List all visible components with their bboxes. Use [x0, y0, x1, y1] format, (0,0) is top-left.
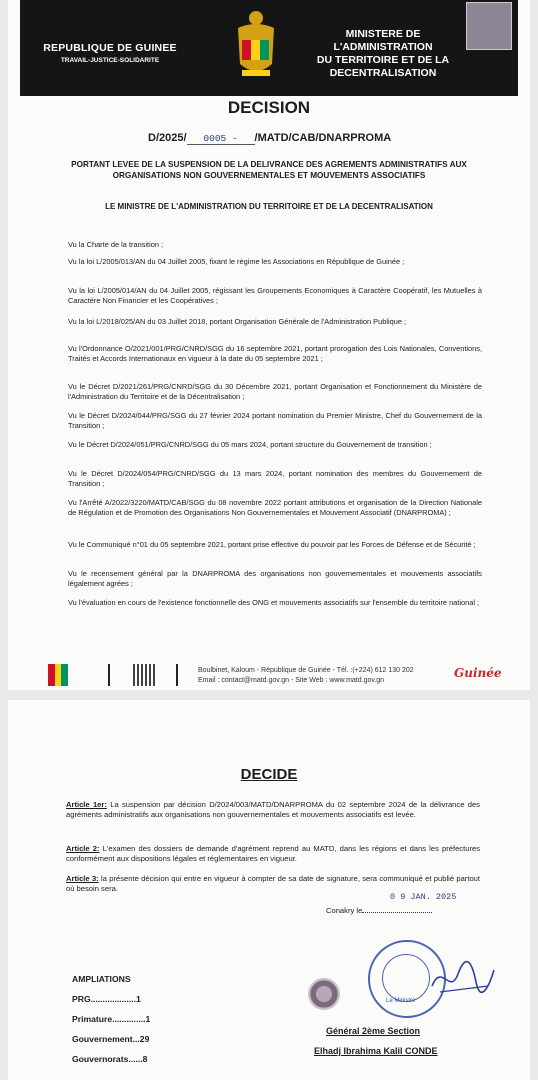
article-1	[66, 800, 480, 820]
ministry-line-2: DU TERRITOIRE ET DE LA	[316, 54, 450, 66]
article-text: la présente décision qui entre en vigueur à compter de sa date de signature, sera communiqué et publié partout où besoin sera.	[66, 874, 480, 893]
signing-place-date	[326, 892, 457, 915]
article-text: L'examen des dossiers de demande d'agrément reprend au MATD, dans les régions et dans les préfectures conformément aux dispositions légales et réglementaires en vigueur.	[66, 844, 480, 863]
decision-page-2	[8, 700, 530, 1080]
visa-item: Vu le Décret D/2021/261/PRG/CNRD/SGG du 30 Décembre 2021, portant Organisation et Fonctionnement du Ministère de l'Administration du Territoire et de la Décentralisation ;	[68, 382, 482, 401]
footer-address	[198, 666, 414, 686]
visa-item: Vu l'Ordonnance O/2021/001/PRG/CNRD/SGG du 16 septembre 2021, portant prorogation des Lois Nationales, Conventions, Traités et Accords Internationaux en vigueur à la date du 05 septembre 2021 ;	[68, 344, 482, 363]
visa-item: Vu le Décret D/2024/051/PRG/CNRD/SGG du 05 mars 2024, portant structure du Gouvernement de transition ;	[68, 440, 432, 449]
visa-item: Vu le Décret D/2024/054/PRG/CNRD/SGG du 13 mars 2024, portant nomination des membres du Gouvernement de Transition ;	[68, 469, 482, 488]
letterhead	[20, 0, 518, 96]
ministry-line-1: MINISTERE DE L'ADMINISTRATION	[333, 28, 433, 53]
visa-item: Vu la loi L/2005/014/AN du 04 Juillet 2005, régissant les Groupements Economiques à Caractère Coopératif, les Mutuelles à Caractère Non Financier et les Coopératives ;	[68, 286, 482, 305]
article-label: Article 1er:	[66, 800, 107, 809]
visa-item: Vu la loi L/2005/013/AN du 04 Juillet 2005, fixant le régime les Associations en République de Guinée ;	[68, 257, 405, 266]
divider	[176, 664, 178, 686]
contact-line: Email : contact@matd.gov.gn - Site Web : www.matd.gov.gn	[198, 677, 385, 684]
decide-heading: DECIDE	[240, 766, 298, 783]
reference-suffix: /MATD/CAB/DNARPROMA	[254, 132, 392, 144]
reference-prefix: D/2025/	[148, 132, 187, 144]
decision-reference	[148, 132, 391, 145]
address-line: Boulbinet, Kaloum - République de Guinée - Tél. :(+224) 612 130 202	[198, 667, 414, 674]
reference-number: 0005 -	[187, 133, 255, 145]
qr-code-icon	[133, 664, 155, 686]
republic-title: REPUBLIQUE DE GUINEE	[43, 42, 177, 54]
visa-item: Vu la loi L/2018/025/AN du 03 Juillet 2018, portant Organisation Générale de l'Administration Publique ;	[68, 317, 407, 326]
visa-item: Vu l'évaluation en cours de l'existence fonctionnelle des ONG et mouvements associatifs sur l'ensemble du territoire national ;	[68, 598, 480, 607]
decision-subject: PORTANT LEVEE DE LA SUSPENSION DE LA DELIVRANCE DES AGREMENTS ADMINISTRATIFS AUX ORGANISATIONS NON GOUVERNEMENTALES ET MOUVEMENTS ASSOCIATIFS	[71, 160, 467, 180]
guinea-coat-of-arms-icon	[228, 6, 284, 86]
republic-motto: TRAVAIL-JUSTICE-SOLIDARITE	[60, 57, 160, 64]
visa-item: Vu l'Arrêté A/2022/3220/MATD/CAB/SGG du 08 novembre 2022 portant attributions et organisation de la Direction Nationale de Régulation et de Promotion des Organisations Non Gouvernementales et Mouvement Associatif (DNARPROMA) ;	[68, 498, 482, 517]
ampliation-item: Gouvernement...29	[72, 1034, 150, 1044]
round-stamp-icon	[308, 978, 340, 1010]
ministry-line-3: DECENTRALISATION	[329, 67, 437, 79]
visa-item: Vu la Charte de la transition ;	[68, 240, 164, 249]
visa-item: Vu le recensement général par la DNARPROMA des organisations non gouvernementales et mouvements associatifs légalement agrées ;	[68, 569, 482, 588]
article-2	[66, 844, 480, 864]
ampliation-item: PRG...................1	[72, 994, 141, 1004]
decision-page-1	[8, 0, 530, 690]
article-text: La suspension par décision D/2024/003/MATD/DNARPROMA du 02 septembre 2024 de la délivrance des agréments administratifs aux organisations non gouvernementales et mouvements associatifs est levée.	[66, 800, 480, 819]
ampliation-item: Gouvernorats......8	[72, 1054, 148, 1064]
article-3	[66, 874, 480, 894]
visa-item: Vu le Décret D/2024/044/PRG/SGG du 27 février 2024 portant nomination du Premier Ministre, Chef du Gouvernement de la Transition ;	[68, 411, 482, 430]
seal-label: Le Ministre	[386, 998, 416, 1004]
republic-block	[40, 42, 180, 64]
ampliations-title: AMPLIATIONS	[72, 974, 131, 984]
minister-title: LE MINISTRE DE L'ADMINISTRATION DU TERRITOIRE ET DE LA DECENTRALISATION	[105, 202, 433, 211]
ampliation-item: Primature..............1	[72, 1014, 151, 1024]
signatory-name: Elhadj Ibrahima Kalil CONDE	[314, 1046, 438, 1056]
handwritten-signature-icon	[428, 956, 498, 1004]
ministry-block	[308, 28, 458, 80]
article-label: Article 2:	[66, 844, 100, 853]
visa-item: Vu le Communiqué n°01 du 05 septembre 2021, portant prise effective du pouvoir par les Forces de Défense et de Sécurité ;	[68, 540, 476, 549]
guinee-brand-logo: Guinée	[454, 666, 502, 680]
divider	[108, 664, 110, 686]
signing-place: Conakry le	[326, 906, 363, 915]
document-title: DECISION	[227, 98, 311, 117]
signatory-rank: Général 2ème Section	[326, 1026, 421, 1036]
article-label: Article 3:	[66, 874, 99, 883]
ministry-logo-icon	[466, 2, 512, 50]
date-stamp: 0 9 JAN. 2025	[390, 892, 457, 902]
guinea-flag-icon	[48, 664, 68, 686]
